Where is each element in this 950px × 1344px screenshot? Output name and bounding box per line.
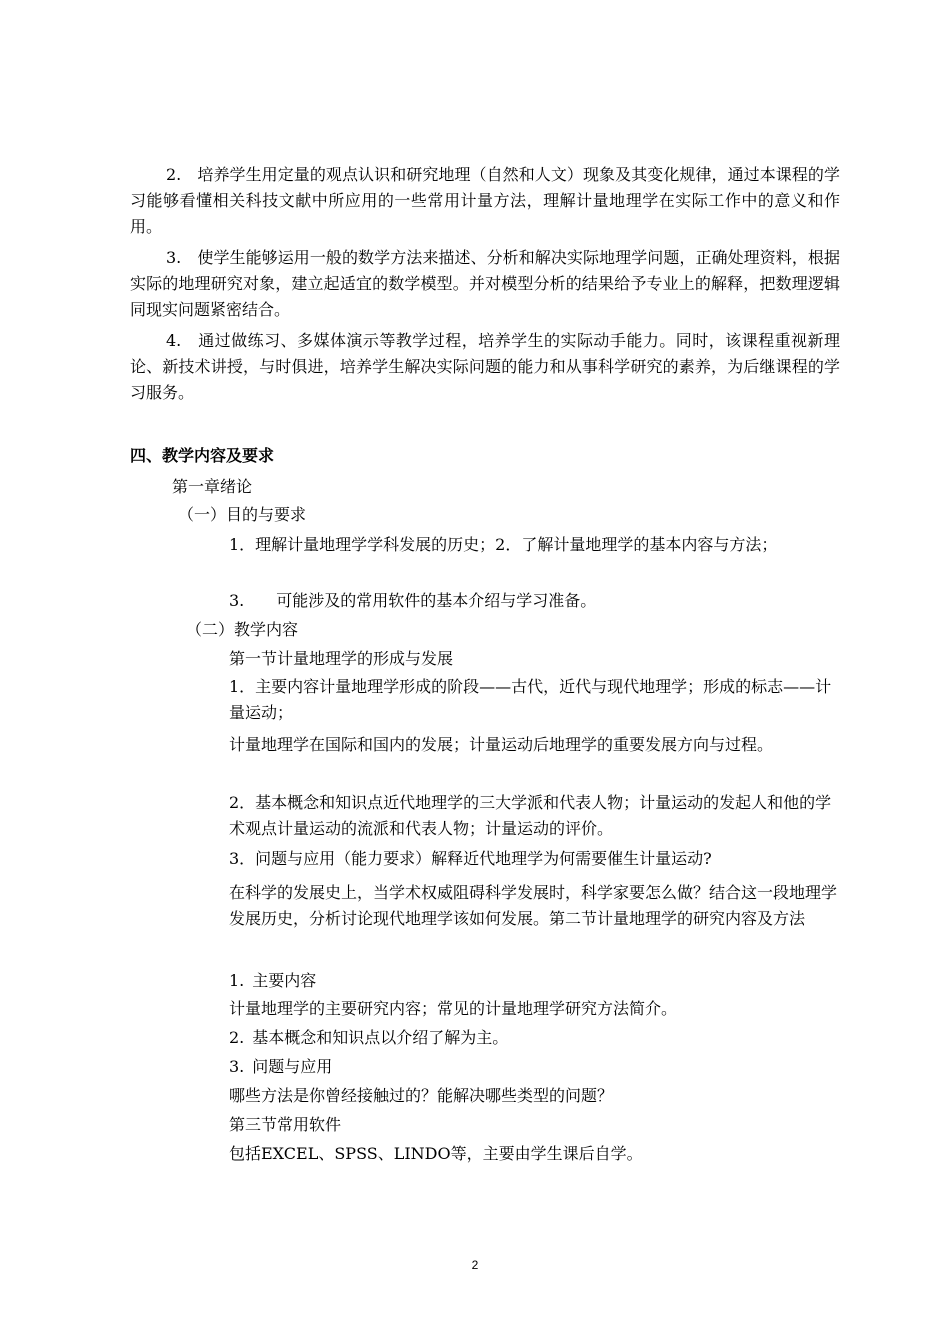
- content-line-concepts: 2．基本概念和知识点近代地理学的三大学派和代表人物；计量运动的发起人和他的学术观点计量运动的流派和代表人物；计量运动的评价。: [229, 793, 832, 838]
- aims-item-2: 3. 可能涉及的常用软件的基本介绍与学习准备。: [229, 591, 597, 610]
- content-line-main-2: 1. 主要内容: [229, 971, 317, 990]
- content-section-3-title: 第三节常用软件: [229, 1115, 342, 1134]
- aims-heading: （一）目的与要求: [178, 505, 307, 524]
- content-heading: （二）教学内容: [186, 620, 299, 639]
- section-heading: 四、教学内容及要求: [130, 446, 275, 465]
- content-section-1-title: 第一节计量地理学的形成与发展: [229, 649, 454, 668]
- content-line-concepts-2: 2. 基本概念和知识点以介绍了解为主。: [229, 1028, 509, 1047]
- content-line-discussion: 在科学的发展史上，当学术权威阻碍科学发展时，科学家要怎么做？结合这一段地理学发展历史，分析讨论现代地理学该如何发展。第二节计量地理学的研究内容及方法: [229, 883, 838, 928]
- objective-paragraph-2: 2. 培养学生用定量的观点认识和研究地理（自然和人文）现象及其变化规律，通过本课程的学习能够看懂相关科技文献中所应用的一些常用计量方法，理解计量地理学在实际工作中的意义和作用。: [130, 165, 840, 236]
- content-line-development: 计量地理学在国际和国内的发展；计量运动后地理学的重要发展方向与过程。: [229, 735, 774, 754]
- content-line-research-content: 计量地理学的主要研究内容；常见的计量地理学研究方法简介。: [229, 999, 678, 1018]
- aims-item-1: 1．理解计量地理学学科发展的历史；2．了解计量地理学的基本内容与方法；: [229, 535, 778, 554]
- content-line-question: 3．问题与应用（能力要求）解释近代地理学为何需要催生计量运动?: [229, 849, 712, 868]
- objective-paragraph-4: 4. 通过做练习、多媒体演示等教学过程，培养学生的实际动手能力。同时，该课程重视新理论、新技术讲授，与时俱进，培养学生解决实际问题的能力和从事科学研究的素养，为后继课程的学习服务。: [130, 331, 840, 402]
- content-line-software: 包括EXCEL、SPSS、LINDO等，主要由学生课后自学。: [229, 1144, 643, 1163]
- content-line-methods-question: 哪些方法是你曾经接触过的？能解决哪些类型的问题？: [229, 1086, 614, 1105]
- chapter-title: 第一章绪论: [172, 477, 253, 496]
- content-line-question-2: 3. 问题与应用: [229, 1057, 333, 1076]
- objective-paragraph-3: 3. 使学生能够运用一般的数学方法来描述、分析和解决实际地理学问题，正确处理资料，根据实际的地理研究对象，建立起适宜的数学模型。并对模型分析的结果给予专业上的解释，把数理逻辑同现实问题紧密结合。: [130, 248, 840, 319]
- content-line-main: 1．主要内容计量地理学形成的阶段——古代，近代与现代地理学；形成的标志——计量运动；: [229, 677, 832, 722]
- page-number: 2: [471, 1258, 479, 1272]
